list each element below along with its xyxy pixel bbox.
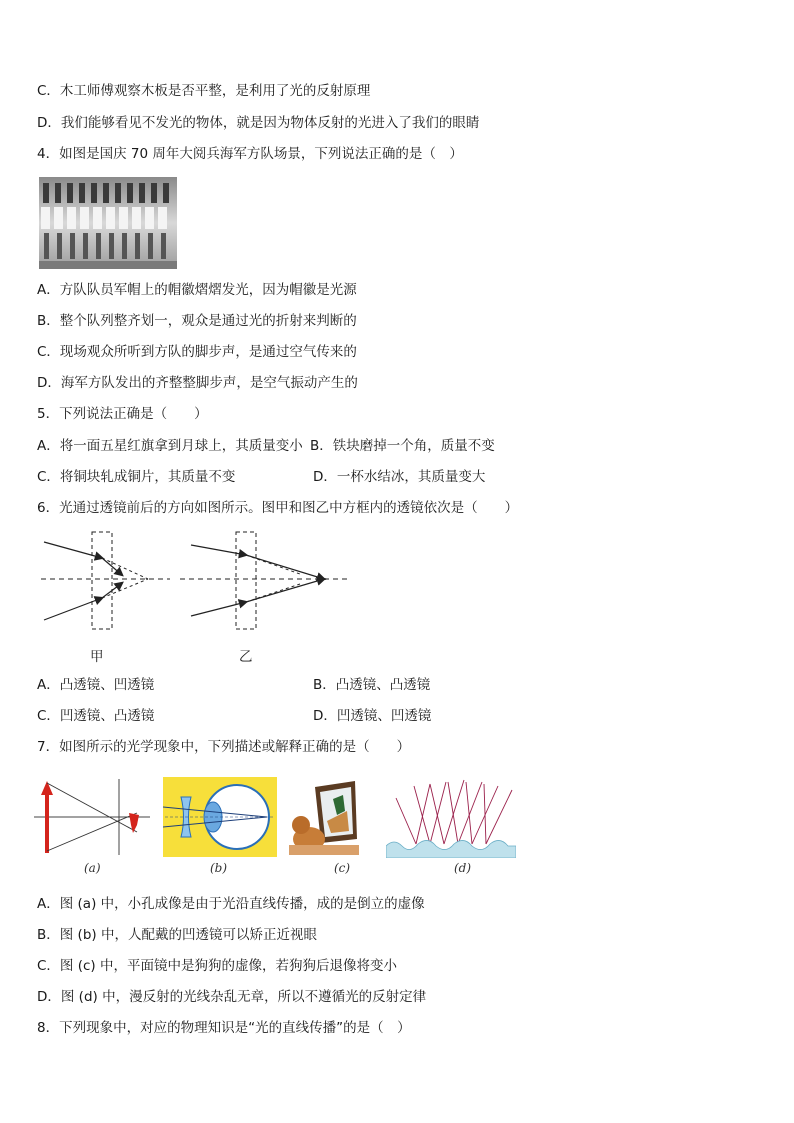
q4-option-c: C．现场观众所听到方队的脚步声，是通过空气传来的	[37, 344, 357, 360]
q5-option-d: D．一杯水结冰，其质量变大	[313, 469, 486, 485]
q7-option-a: A．图 (a) 中，小孔成像是由于光沿直线传播，成的是倒立的虚像	[37, 896, 425, 912]
dog-mirror-figure	[287, 781, 363, 857]
q3-option-c: C．木工师傅观察木板是否平整，是利用了光的反射原理	[37, 83, 371, 99]
q4-option-d: D．海军方队发出的齐整整脚步声，是空气振动产生的	[37, 375, 358, 391]
label-jia: 甲	[90, 649, 104, 665]
caption-c: (c)	[334, 861, 351, 875]
q6-option-c: C．凹透镜、凸透镜	[37, 708, 155, 724]
lens-ray-diagram	[38, 528, 358, 640]
caption-a: (a)	[84, 861, 101, 875]
q8-stem: 8．下列现象中，对应的物理知识是“光的直线传播”的是（ ）	[37, 1020, 411, 1036]
q5-option-a: A．将一面五星红旗拿到月球上，其质量变小	[37, 438, 303, 454]
q6-option-b: B．凸透镜、凸透镜	[313, 677, 431, 693]
q7-option-d: D．图 (d) 中，漫反射的光线杂乱无章，所以不遵循光的反射定律	[37, 989, 427, 1005]
navy-parade-photo	[39, 177, 177, 269]
q5-option-c: C．将铜块轧成铜片，其质量不变	[37, 469, 236, 485]
q5-option-b: B．铁块磨掉一个角，质量不变	[310, 438, 495, 454]
diagram-yi	[180, 532, 350, 629]
pinhole-imaging-figure	[34, 775, 150, 857]
caption-b: (b)	[210, 861, 228, 875]
label-yi: 乙	[239, 649, 253, 665]
q4-stem: 4．如图是国庆 70 周年大阅兵海军方队场景，下列说法正确的是（ ）	[37, 146, 463, 162]
q5-stem: 5．下列说法正确是（ ）	[37, 406, 208, 422]
q6-option-a: A．凸透镜、凹透镜	[37, 677, 155, 693]
q3-option-d: D．我们能够看见不发光的物体，就是因为物体反射的光进入了我们的眼睛	[37, 115, 480, 131]
q6-stem: 6．光通过透镜前后的方向如图所示。图甲和图乙中方框内的透镜依次是（ ）	[37, 500, 519, 516]
q7-stem: 7．如图所示的光学现象中，下列描述或解释正确的是（ ）	[37, 739, 411, 755]
q4-option-b: B．整个队列整齐划一，观众是通过光的折射来判断的	[37, 313, 357, 329]
q6-option-d: D．凹透镜、凹透镜	[313, 708, 432, 724]
diagram-jia	[41, 532, 170, 629]
q7-option-b: B．图 (b) 中，人配戴的凹透镜可以矫正近视眼	[37, 927, 317, 943]
caption-d: (d)	[454, 861, 472, 875]
q4-option-a: A．方队队员军帽上的帽徽熠熠发光，因为帽徽是光源	[37, 282, 357, 298]
myopia-correction-figure	[163, 777, 277, 857]
diffuse-reflection-figure	[386, 778, 516, 858]
q7-option-c: C．图 (c) 中，平面镜中是狗狗的虚像，若狗狗后退像将变小	[37, 958, 397, 974]
